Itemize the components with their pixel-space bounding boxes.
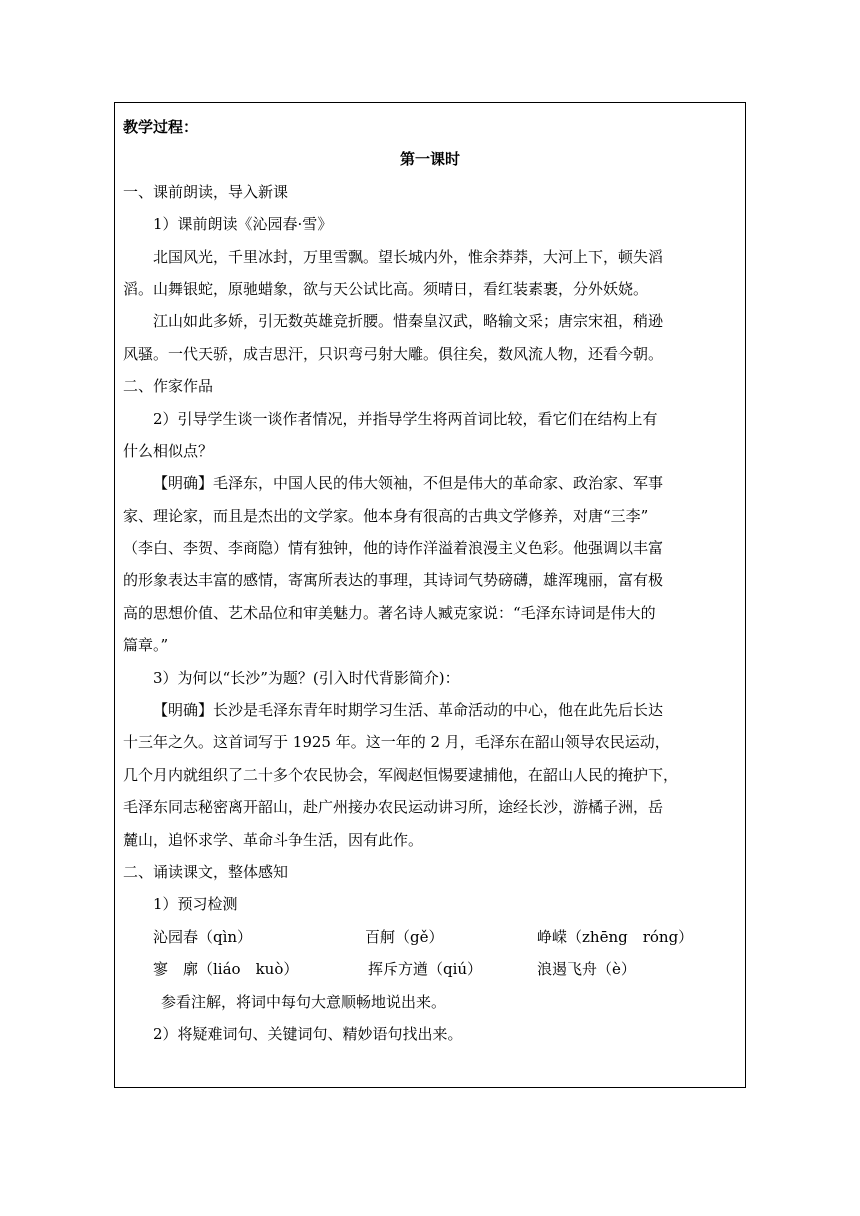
paragraph-line: 什么相似点？ (123, 441, 214, 460)
paragraph-line: 毛泽东同志秘密离开韶山，赴广州接办农民运动讲习所，途经长沙，游橘子洲，岳 (123, 798, 664, 817)
vocab-item: 百舸（gě） (365, 927, 444, 946)
section-title: 一、课前朗读，导入新课 (123, 182, 289, 201)
poem-line: 北国风光，千里冰封，万里雪飘。望长城内外，惟余莽莽，大河上下，顿失滔 (153, 247, 664, 266)
vocab-item: 沁园春（qìn） (153, 927, 253, 946)
instruction-line: 参看注解，将词中每句大意顺畅地说出来。 (161, 992, 447, 1011)
step-title: 1）预习检测 (153, 895, 238, 914)
section-heading: 教学过程： (123, 118, 199, 136)
vocab-item: 浪遏飞舟（è） (537, 960, 636, 979)
section-title: 二、作家作品 (123, 377, 214, 396)
poem-line: 风骚。一代天骄，成吉思汗，只识弯弓射大雕。俱往矣，数风流人物，还看今朝。 (123, 344, 664, 363)
section-title: 二、诵读课文，整体感知 (123, 862, 289, 881)
paragraph-line: 篇章。” (123, 636, 169, 655)
paragraph-line: 【明确】长沙是毛泽东青年时期学习生活、革命活动的中心，他在此先后长达 (153, 701, 664, 720)
step-title: 2）引导学生谈一谈作者情况，并指导学生将两首词比较，看它们在结构上有 (153, 409, 658, 428)
vocab-item: 寥 廓（liáo kuò） (153, 960, 299, 979)
step-title: 2）将疑难词句、关键词句、精妙语句找出来。 (153, 1024, 463, 1043)
paragraph-line: 几个月内就组织了二十多个农民协会，军阀赵恒惕要逮捕他，在韶山人民的掩护下， (123, 765, 679, 784)
paragraph-line: （李白、李贺、李商隐）情有独钟，他的诗作洋溢着浪漫主义色彩。他强调以丰富 (123, 539, 664, 558)
paragraph-line: 麓山，追怀求学、革命斗争生活，因有此作。 (123, 830, 424, 849)
step-title: 1）课前朗读《沁园春·雪》 (153, 215, 333, 234)
vocab-row (123, 921, 737, 953)
poem-line: 滔。山舞银蛇，原驰蜡象，欲与天公试比高。须晴日，看红装素裹，分外妖娆。 (123, 279, 649, 298)
paragraph-line: 的形象表达丰富的感情，寄寓所表达的事理，其诗词气势磅礴，雄浑瑰丽，富有极 (123, 571, 664, 590)
vocab-item: 挥斥方遒（qiú） (368, 960, 483, 979)
lesson-plan-table-cell (114, 102, 746, 1088)
paragraph-line: 【明确】毛泽东，中国人民的伟大领袖，不但是伟大的革命家、政治家、军事 (153, 474, 664, 493)
paragraph-line: 家、理论家，而且是杰出的文学家。他本身有很高的古典文学修养，对唐“三李” (123, 506, 649, 525)
poem-line: 江山如此多娇，引无数英雄竞折腰。惜秦皇汉武，略输文采；唐宗宋祖，稍逊 (153, 312, 664, 331)
paragraph-line: 十三年之久。这首词写于 1925 年。这一年的 2 月，毛泽东在韶山领导农民运动， (123, 733, 670, 752)
vocab-row (123, 953, 737, 985)
lesson-title: 第一课时 (399, 150, 460, 169)
vocab-item: 峥嵘（zhēng róng） (537, 927, 694, 946)
paragraph-line: 高的思想价值、艺术品位和审美魅力。著名诗人臧克家说：“毛泽东诗词是伟大的 (123, 603, 656, 622)
step-title: 3）为何以“长沙”为题？(引入时代背影简介)： (153, 668, 460, 687)
